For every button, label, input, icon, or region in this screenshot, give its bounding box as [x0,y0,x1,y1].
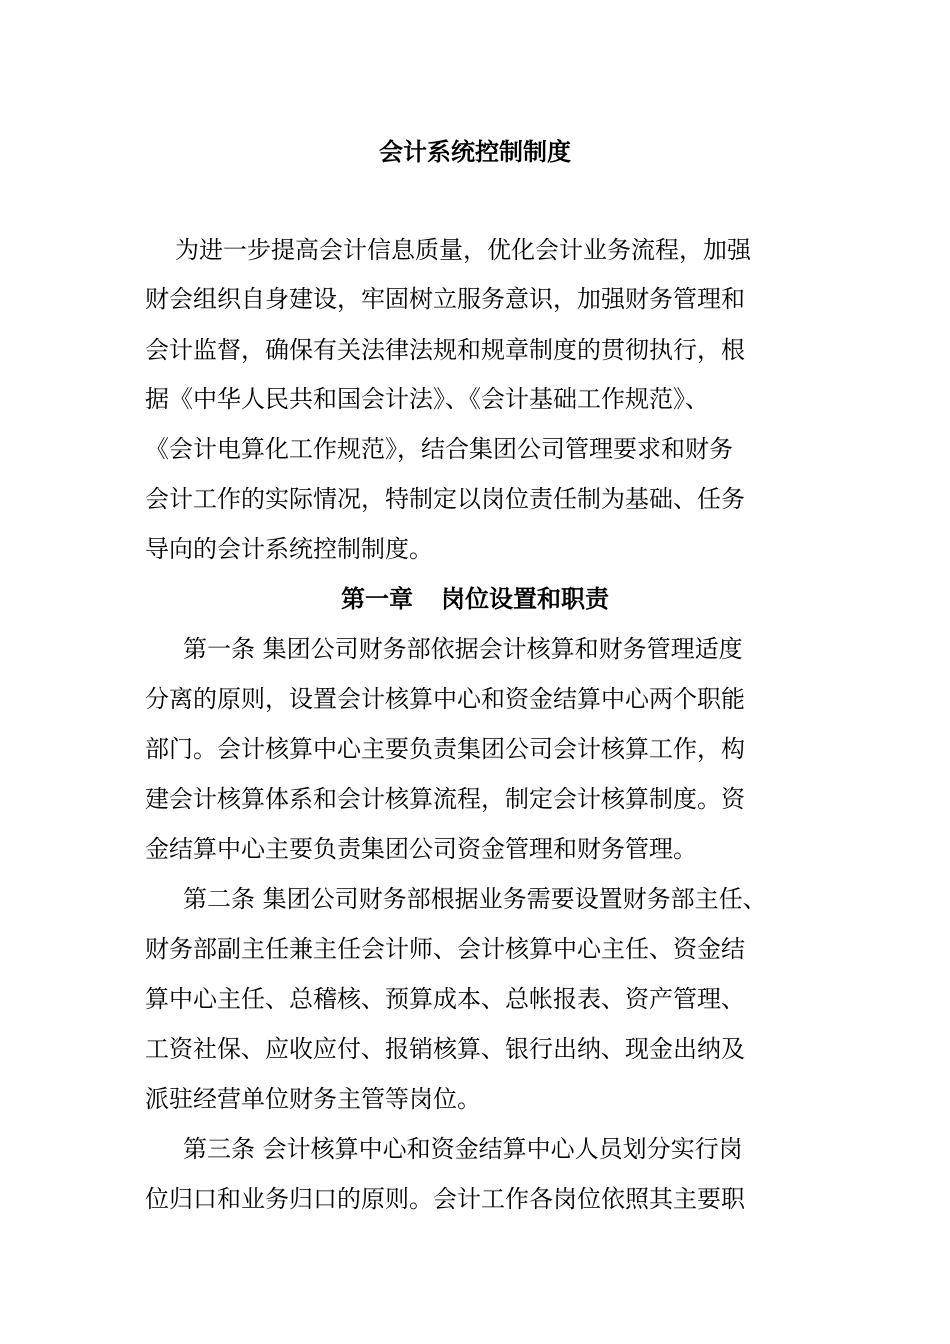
preamble-line-6: 会计工作的实际情况，特制定以岗位责任制为基础、任务 [145,485,745,513]
chapter-name: 岗位设置和职责 [441,584,609,613]
article2-line-4: 工资社保、应收应付、报销核算、银行出纳、现金出纳及 [145,1035,745,1063]
chapter-number: 第一章 [341,584,413,613]
article1-line-1: 第一条 集团公司财务部依据会计核算和财务管理适度 [183,635,743,663]
article2-line-1: 第二条 集团公司财务部根据业务需要设置财务部主任、 [183,885,767,913]
preamble-line-1: 为进一步提高会计信息质量，优化会计业务流程，加强 [175,236,751,264]
article1-line-3: 部门。会计核算中心主要负责集团公司会计核算工作，构 [145,735,745,763]
article1-line-5: 金结算中心主要负责集团公司资金管理和财务管理。 [145,835,697,863]
preamble-line-3: 会计监督，确保有关法律法规和规章制度的贯彻执行，根 [145,336,745,364]
article1-line-2: 分离的原则，设置会计核算中心和资金结算中心两个职能 [145,685,745,713]
article2-line-2: 财务部副主任兼主任会计师、会计核算中心主任、资金结 [145,935,745,963]
article2-line-3: 算中心主任、总稽核、预算成本、总帐报表、资产管理、 [145,985,745,1013]
article1-line-4: 建会计核算体系和会计核算流程，制定会计核算制度。资 [145,785,745,813]
article3-line-1: 第三条 会计核算中心和资金结算中心人员划分实行岗 [183,1135,743,1163]
article3-line-2: 位归口和业务归口的原则。会计工作各岗位依照其主要职 [145,1185,745,1213]
preamble-line-4: 据《中华人民共和国会计法》、《会计基础工作规范》、 [145,385,709,413]
preamble-line-5: 《会计电算化工作规范》，结合集团公司管理要求和财务 [145,435,733,463]
chapter-heading [0,577,950,621]
article2-line-5: 派驻经营单位财务主管等岗位。 [145,1085,481,1113]
preamble-line-7: 导向的会计系统控制制度。 [145,535,433,563]
preamble-line-2: 财会组织自身建设，牢固树立服务意识，加强财务管理和 [145,285,745,313]
document-title: 会计系统控制制度 [379,137,571,166]
